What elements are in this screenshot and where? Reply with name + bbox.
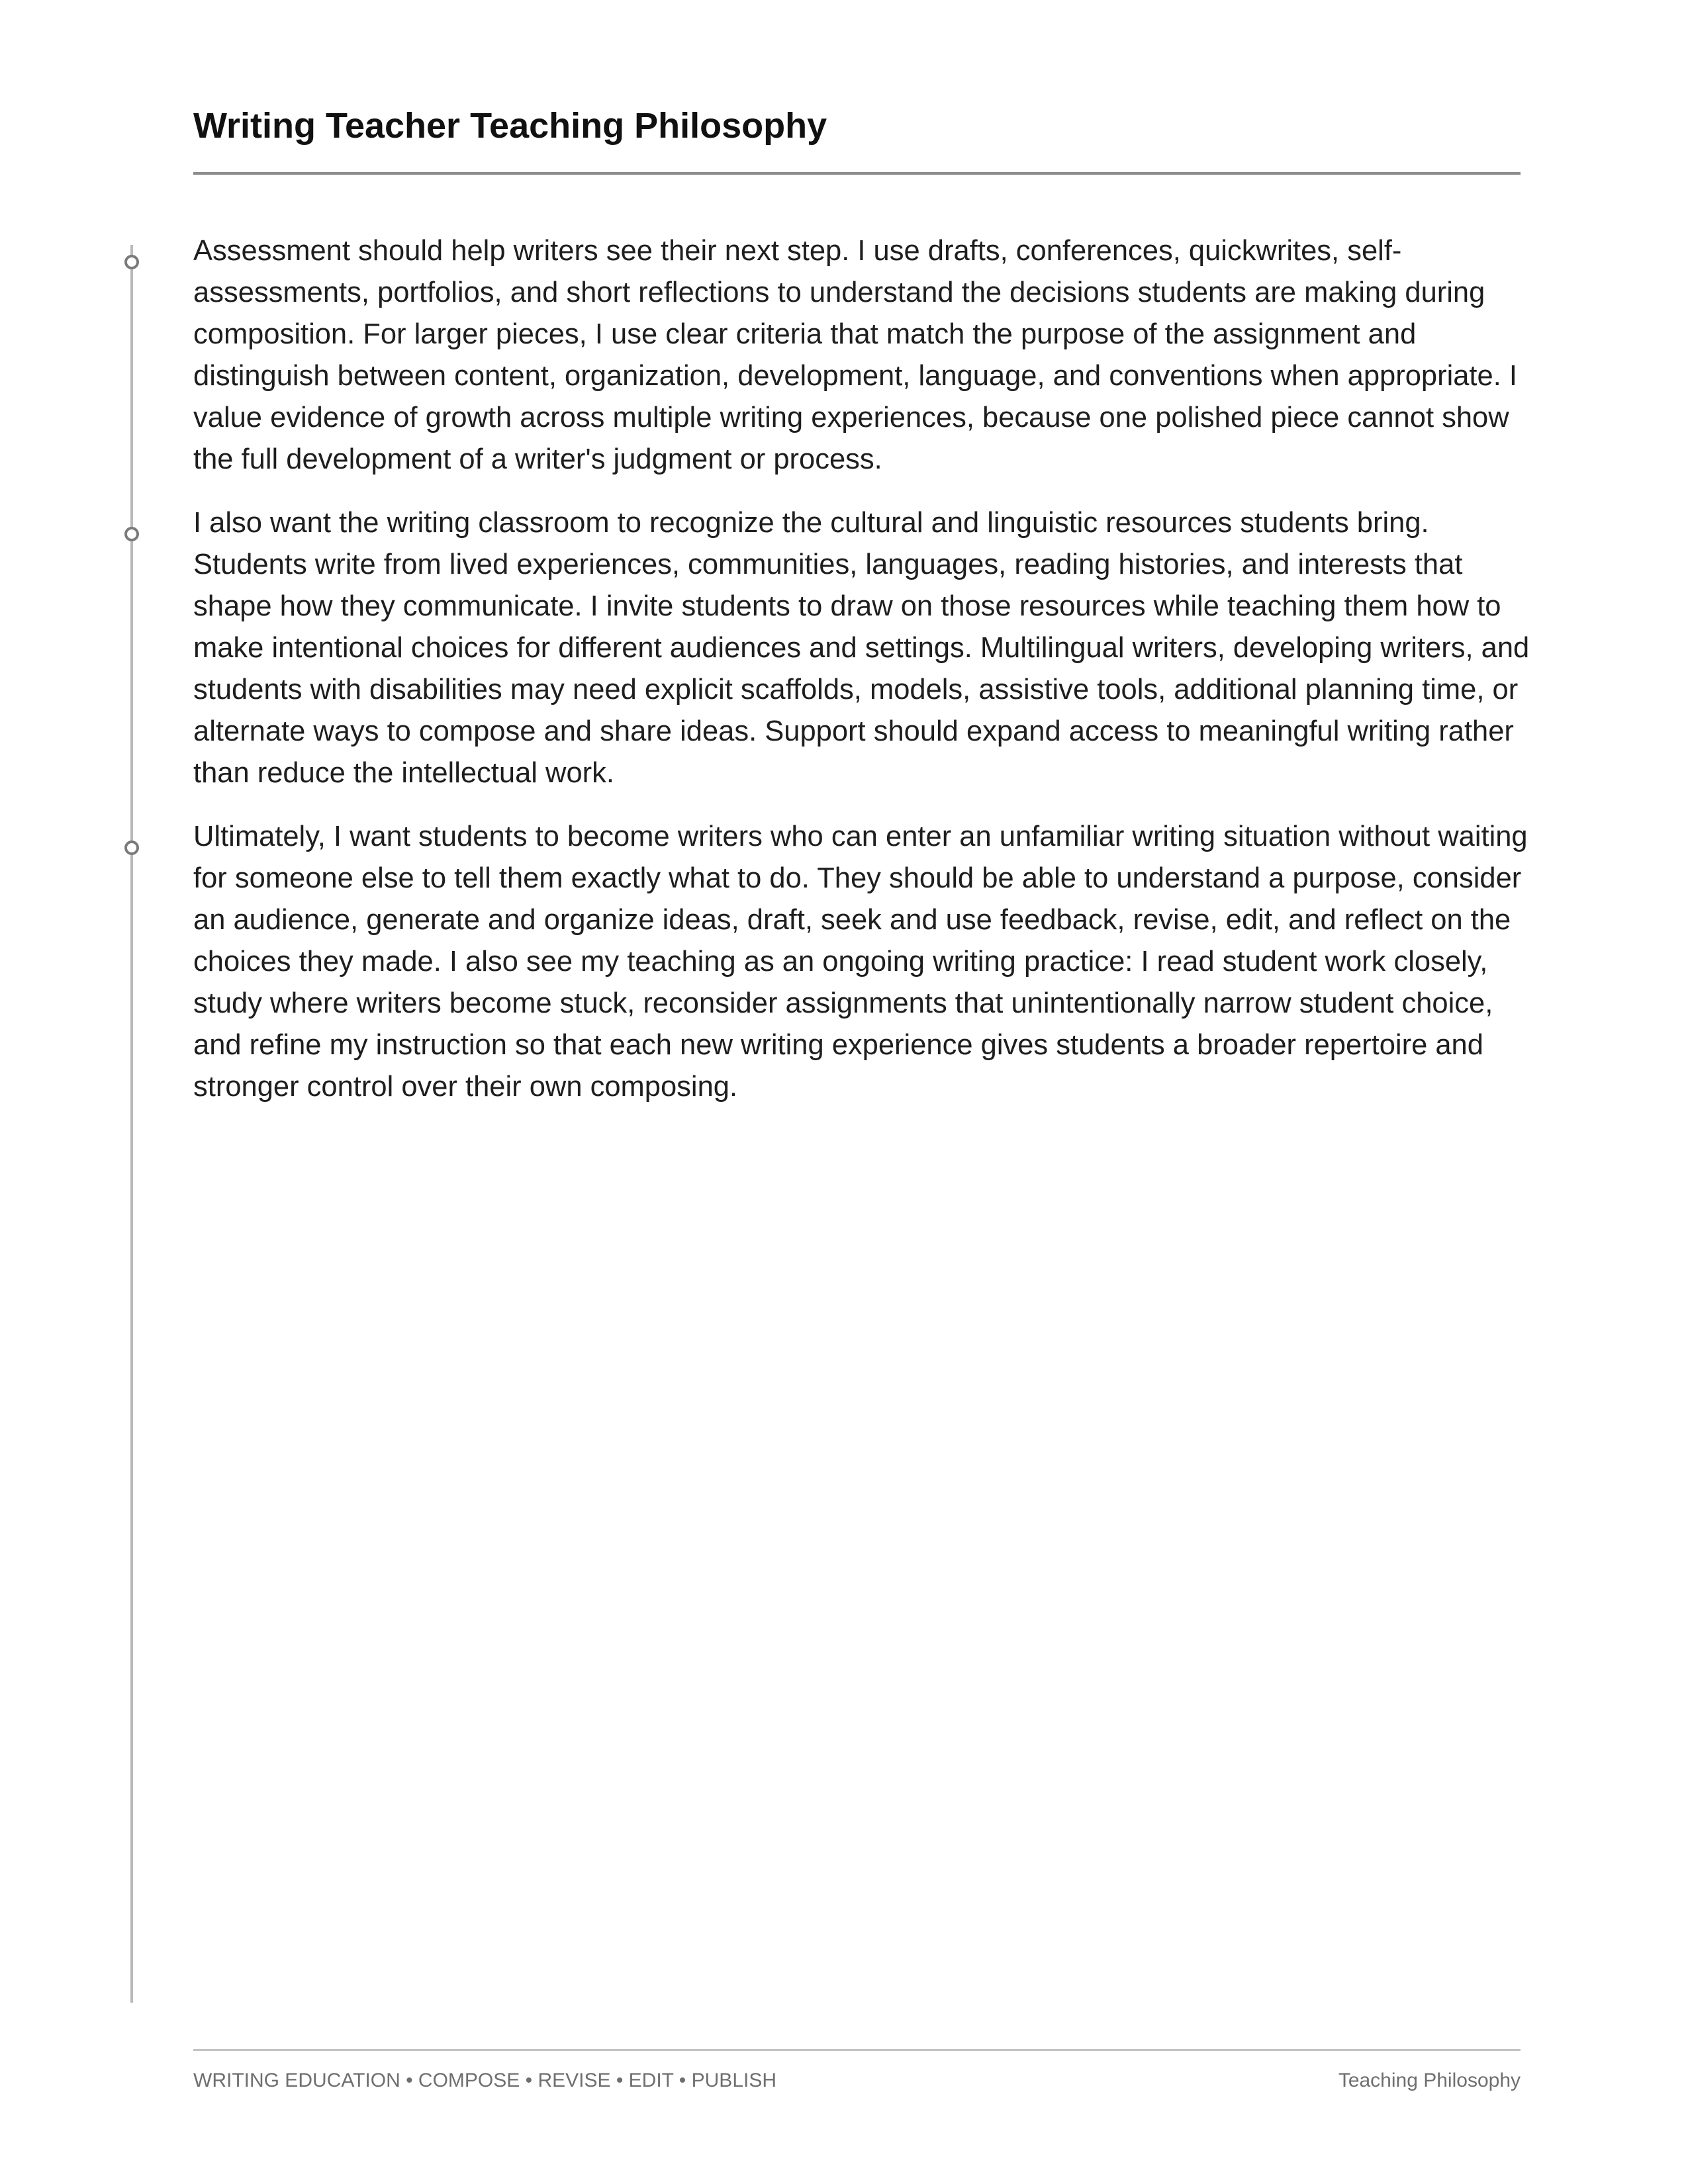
footer-divider bbox=[193, 2049, 1521, 2051]
footer-tagline: WRITING EDUCATION • COMPOSE • REVISE • EDIT • PUBLISH bbox=[193, 2070, 777, 2091]
timeline-node-3 bbox=[124, 841, 139, 855]
paragraph-ultimate-goal: Ultimately, I want students to become writers who can enter an unfamiliar writing situation without waiting for someone else to tell them exactly what to do. They should be able to understand a purpose, consider an audience, generate and organize ideas, draft, seek and use feedback, revise, edit, and reflect on the choices they made. I also see my teaching as an ongoing writing practice: I read student work closely, study where writers become stuck, reconsider assignments that unintentionally narrow student choice, and refine my instruction so that each new writing experience gives students a broader repertoire and stronger control over their own composing. bbox=[193, 821, 1528, 1103]
title-divider bbox=[193, 172, 1521, 175]
timeline-rail bbox=[130, 245, 133, 2003]
paragraph-cultural-resources: I also want the writing classroom to recognize the cultural and linguistic resources students bring. Students write from lived experiences, communities, languages, reading histories, and interests that shape how they communicate. I invite students to draw on those resources while teaching them how to make intentional choices for different audiences and settings. Multilingual writers, developing writers, and students with disabilities may need explicit scaffolds, models, assistive tools, additional planning time, or alternate ways to compose and share ideas. Support should expand access to meaningful writing rather than reduce the intellectual work. bbox=[193, 507, 1530, 789]
timeline-node-2 bbox=[124, 527, 139, 541]
footer-label: Teaching Philosophy bbox=[1338, 2070, 1521, 2091]
timeline-node-1 bbox=[124, 255, 139, 269]
paragraph-assessment: Assessment should help writers see their next step. I use drafts, conferences, quickwrites, self-assessments, portfolios, and short reflections to understand the decisions students are making during composition. For larger pieces, I use clear criteria that match the purpose of the assignment and distinguish between content, organization, development, language, and conventions when appropriate. I value evidence of growth across multiple writing experiences, because one polished piece cannot show the full development of a writer's judgment or process. bbox=[193, 235, 1517, 475]
page-title: Writing Teacher Teaching Philosophy bbox=[193, 106, 827, 146]
body-text bbox=[193, 230, 1530, 1130]
